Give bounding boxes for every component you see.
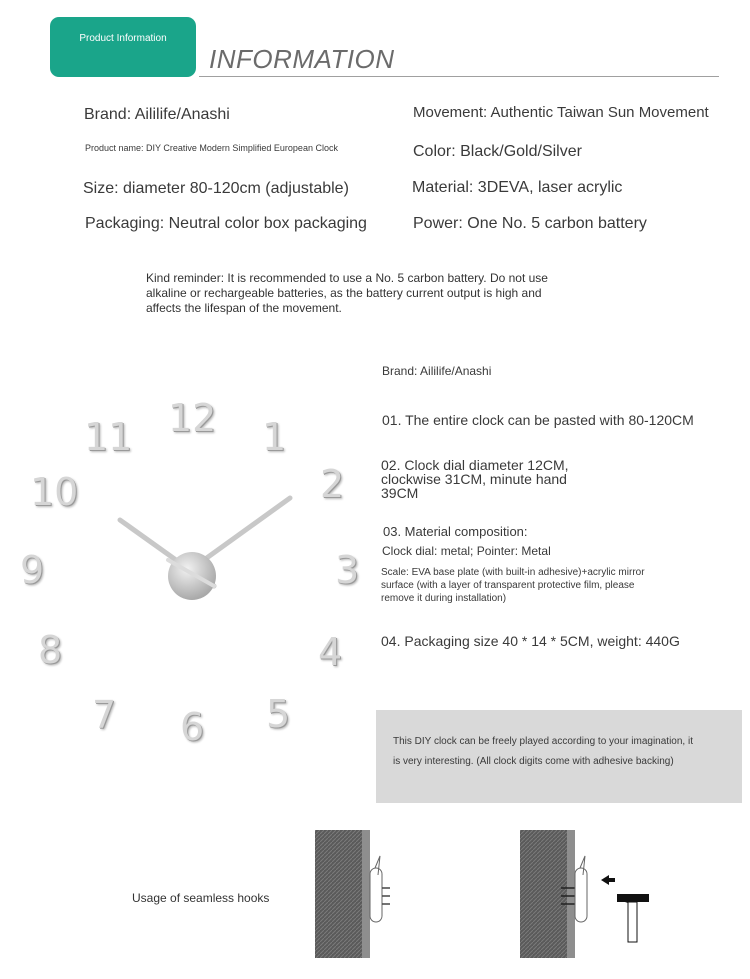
clock-digit-8: 8: [38, 628, 63, 672]
section-title: INFORMATION: [209, 44, 395, 74]
hooks-label: Usage of seamless hooks: [132, 891, 270, 905]
clock-digit-7: 7: [92, 693, 117, 737]
clock-digit-3: 3: [335, 548, 360, 592]
feature-item-1: 01. The entire clock can be pasted with 80-120CM: [382, 412, 694, 428]
clock-hub: [168, 552, 216, 600]
clock-hands: [0, 380, 380, 760]
hammer-handle-icon: [628, 902, 637, 942]
feature-item-4: 04. Packaging size 40 * 14 * 5CM, weight: 440G: [381, 633, 680, 649]
diy-note-text: [393, 732, 733, 772]
spec-color: Color: Black/Gold/Silver: [413, 143, 582, 160]
spec-packaging: Packaging: Neutral color box packaging: [85, 215, 367, 232]
clock-digit-11: 11: [84, 415, 133, 459]
reminder-line-1: Kind reminder: It is recommended to use a No. 5 carbon battery. Do not use: [146, 271, 548, 285]
clock-digit-5: 5: [266, 692, 291, 736]
spec-movement: Movement: Authentic Taiwan Sun Movement: [413, 104, 709, 121]
feature-brand: Brand: Aililife/Anashi: [382, 364, 492, 378]
spec-material: Material: 3DEVA, laser acrylic: [412, 179, 623, 196]
clock-digit-12: 12: [168, 396, 217, 440]
clock-digit-4: 4: [318, 630, 343, 674]
hook-body: [370, 868, 382, 922]
clock-digit-2: 2: [320, 462, 345, 506]
spec-brand: Brand: Aililife/Anashi: [84, 106, 230, 123]
wall-section: [520, 830, 567, 958]
product-information-badge: Product Information: [50, 17, 196, 77]
reminder-line-3: affects the lifespan of the movement.: [146, 301, 342, 315]
feature-item-3-dial: Clock dial: metal; Pointer: Metal: [382, 544, 551, 558]
feature-item-2-line-3: 39CM: [381, 485, 419, 501]
hook-body: [575, 868, 587, 922]
diy-note-line-1: This DIY clock can be freely played according to your imagination, it: [393, 736, 693, 747]
wall-face: [567, 830, 575, 958]
spec-power: Power: One No. 5 carbon battery: [413, 215, 647, 232]
feature-item-2: [381, 458, 569, 500]
feature-item-3-scale-line-1: Scale: EVA base plate (with built-in adhesive)+acrylic mirror: [381, 567, 645, 578]
hook-diagram-2: [517, 830, 657, 960]
clock-digit-10: 10: [30, 470, 79, 514]
feature-item-3-scale-line-2: surface (with a layer of transparent protective film, please: [381, 580, 635, 591]
feature-item-2-line-2: clockwise 31CM, minute hand: [381, 471, 567, 487]
diy-note-box: [376, 710, 742, 803]
diy-note-line-2: is very interesting. (All clock digits come with adhesive backing): [393, 756, 674, 767]
hook-diagram-1: [312, 830, 412, 960]
feature-item-2-line-1: 02. Clock dial diameter 12CM,: [381, 457, 569, 473]
clock-illustration: [0, 380, 380, 760]
spec-product-name: Product name: DIY Creative Modern Simplified European Clock: [85, 143, 338, 153]
title-divider: [199, 76, 719, 77]
clock-digit-6: 6: [180, 705, 205, 749]
clock-digit-9: 9: [20, 548, 45, 592]
reminder-line-2: alkaline or rechargeable batteries, as the battery current output is high and: [146, 286, 542, 300]
wall-face: [362, 830, 370, 958]
feature-item-3-title: 03. Material composition:: [383, 524, 528, 539]
arrow-left-icon: [601, 875, 615, 885]
feature-item-3-scale-line-3: remove it during installation): [381, 593, 507, 604]
clock-digit-1: 1: [262, 415, 287, 459]
feature-item-3-scale: [381, 566, 645, 605]
spec-size: Size: diameter 80-120cm (adjustable): [83, 180, 349, 197]
wall-section: [315, 830, 362, 958]
battery-reminder: [146, 271, 586, 316]
